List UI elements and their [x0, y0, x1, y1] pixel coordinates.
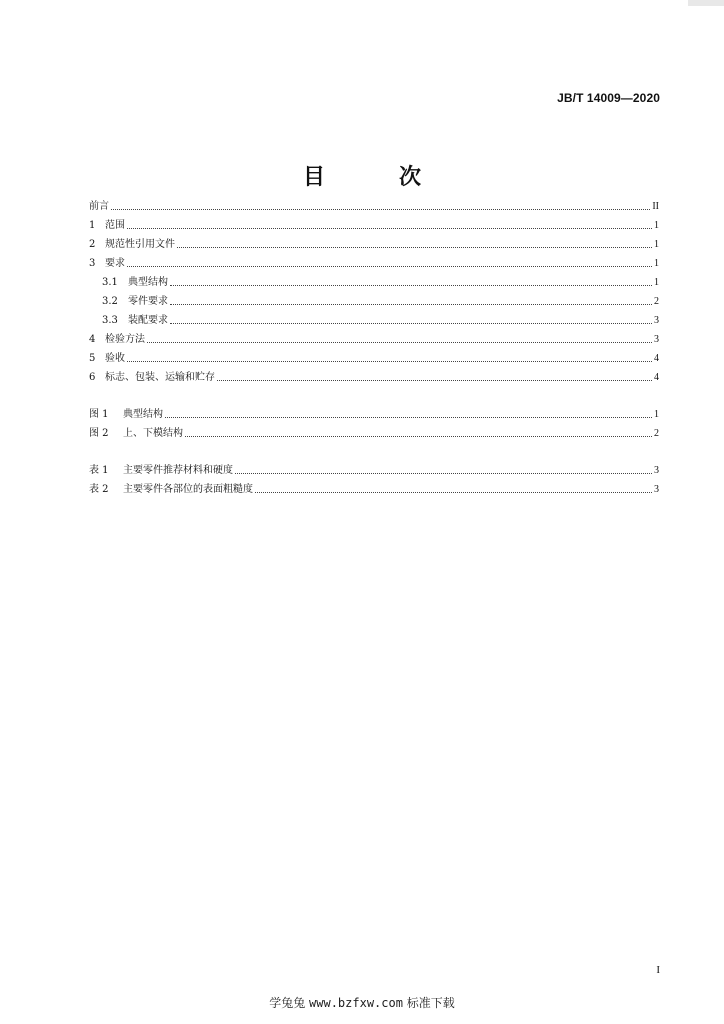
toc-spacer — [89, 440, 659, 458]
toc-entry-title: 主要零件推荐材料和硬度 — [123, 465, 233, 476]
footer-prefix: 学兔兔 — [269, 996, 310, 1010]
page-number: I — [656, 964, 660, 976]
toc-entry-table-1[interactable] — [89, 458, 659, 477]
dot-leader — [127, 228, 652, 229]
dot-leader — [255, 492, 652, 493]
toc-entry-page: 3 — [654, 334, 659, 345]
toc-entry-number: 1 — [89, 220, 96, 231]
dot-leader — [170, 304, 652, 305]
dot-leader — [185, 436, 652, 437]
toc-entry-title: 上、下模结构 — [123, 428, 183, 439]
toc-entry-acceptance[interactable] — [89, 346, 659, 365]
footer-watermark — [0, 994, 724, 1011]
toc-entry-page: 1 — [654, 409, 659, 420]
toc-entry-test-methods[interactable] — [89, 327, 659, 346]
toc-entry-number: 2 — [89, 239, 96, 250]
toc-entry-page: 4 — [654, 372, 659, 383]
toc-entry-requirements[interactable] — [89, 251, 659, 270]
toc-title: 目 次 — [302, 165, 447, 190]
toc-entry-title: 验收 — [105, 353, 125, 364]
toc-entry-number: 3 — [89, 258, 96, 269]
toc-entry-title: 前言 — [89, 201, 109, 212]
toc-entry-title: 规范性引用文件 — [105, 239, 175, 250]
toc-entry-number: 3.1 — [102, 277, 118, 288]
toc-entry-title: 典型结构 — [128, 277, 168, 288]
toc-entry-foreword[interactable] — [89, 194, 659, 213]
toc-entry-title: 零件要求 — [128, 296, 168, 307]
toc-entry-number: 3.2 — [102, 296, 118, 307]
toc-entry-normative-references[interactable] — [89, 232, 659, 251]
toc-entry-page: II — [652, 201, 659, 212]
toc-entry-page: 1 — [654, 258, 659, 269]
toc-entry-figure-2[interactable] — [89, 421, 659, 440]
dot-leader — [217, 380, 652, 381]
toc-spacer — [89, 384, 659, 402]
toc-entry-table-2[interactable] — [89, 477, 659, 496]
toc-entry-title: 范围 — [105, 220, 125, 231]
toc-entry-marking-packaging[interactable] — [89, 365, 659, 384]
dot-leader — [127, 266, 652, 267]
dot-leader — [170, 323, 652, 324]
toc-entry-page: 2 — [654, 296, 659, 307]
toc-entry-number: 3.3 — [102, 315, 118, 326]
toc-entry-title: 装配要求 — [128, 315, 168, 326]
dot-leader — [127, 361, 652, 362]
dot-leader — [147, 342, 652, 343]
toc-entry-number: 图 2 — [89, 428, 109, 439]
toc-entry-page: 2 — [654, 428, 659, 439]
dot-leader — [235, 473, 652, 474]
toc-entry-page: 1 — [654, 239, 659, 250]
toc-entry-number: 表 2 — [89, 484, 109, 495]
toc-entry-page: 3 — [654, 315, 659, 326]
table-of-contents — [89, 194, 659, 496]
toc-entry-title: 检验方法 — [105, 334, 145, 345]
toc-entry-typical-structure[interactable] — [89, 270, 659, 289]
toc-entry-assembly-requirements[interactable] — [89, 308, 659, 327]
toc-entry-figure-1[interactable] — [89, 402, 659, 421]
toc-entry-page: 4 — [654, 353, 659, 364]
toc-entry-number: 表 1 — [89, 465, 109, 476]
standard-code: JB/T 14009—2020 — [557, 91, 660, 105]
toc-entry-number: 6 — [89, 372, 96, 383]
footer-site-link[interactable]: www.bzfxw.com — [309, 996, 403, 1010]
toc-entry-page: 3 — [654, 484, 659, 495]
toc-entry-scope[interactable] — [89, 213, 659, 232]
page-corner-mark — [688, 0, 724, 6]
toc-entry-title: 要求 — [105, 258, 125, 269]
toc-entry-title: 典型结构 — [123, 409, 163, 420]
toc-entry-page: 1 — [654, 277, 659, 288]
dot-leader — [111, 209, 650, 210]
toc-entry-title: 主要零件各部位的表面粗糙度 — [123, 484, 253, 495]
footer-suffix: 标准下载 — [402, 996, 455, 1010]
toc-entry-title: 标志、包装、运输和贮存 — [105, 372, 215, 383]
dot-leader — [165, 417, 652, 418]
dot-leader — [177, 247, 652, 248]
toc-entry-number: 4 — [89, 334, 96, 345]
toc-entry-page: 3 — [654, 465, 659, 476]
toc-entry-page: 1 — [654, 220, 659, 231]
toc-entry-number: 图 1 — [89, 409, 109, 420]
toc-entry-part-requirements[interactable] — [89, 289, 659, 308]
toc-entry-number: 5 — [89, 353, 96, 364]
dot-leader — [170, 285, 652, 286]
